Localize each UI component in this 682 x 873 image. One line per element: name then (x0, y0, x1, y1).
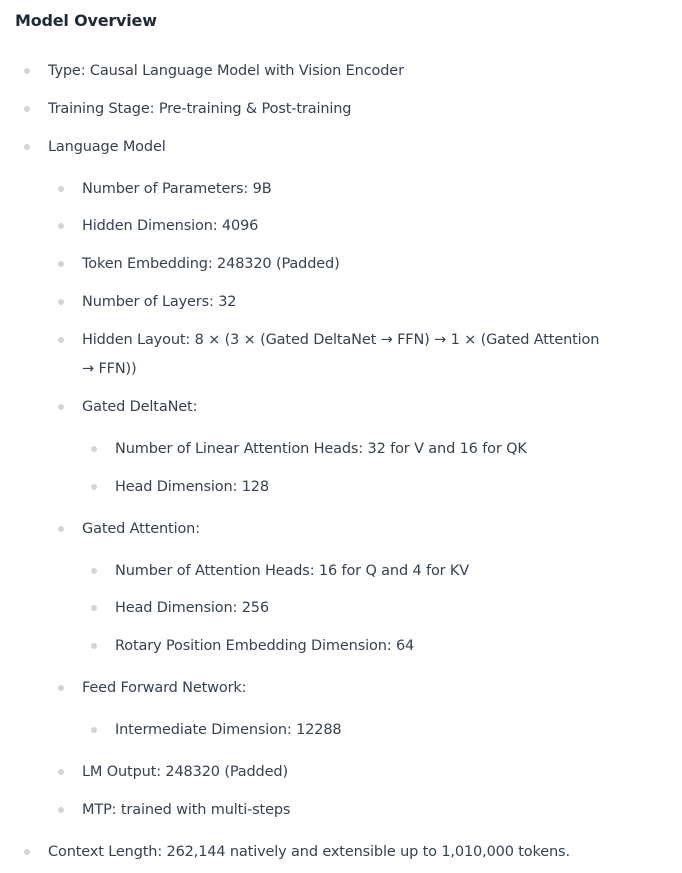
bullet-icon (58, 186, 64, 192)
list-item-deltanet-head-dim: Head Dimension: 128 (115, 479, 269, 495)
list-item-attn-head-dim: Head Dimension: 256 (115, 600, 269, 616)
list-item-training-stage: Training Stage: Pre-training & Post-training (48, 101, 352, 117)
list-item-lm-output: LM Output: 248320 (Padded) (82, 764, 288, 780)
list-item-language-model: Language Model (48, 139, 166, 155)
list-item-mtp: MTP: trained with multi-steps (82, 802, 291, 818)
bullet-icon (24, 68, 30, 74)
list-item-token-embedding: Token Embedding: 248320 (Padded) (82, 256, 340, 272)
bullet-icon (24, 106, 30, 112)
bullet-icon (91, 568, 97, 574)
bullet-icon (24, 849, 30, 855)
bullet-icon (91, 727, 97, 733)
bullet-icon (58, 685, 64, 691)
bullet-icon (91, 484, 97, 490)
bullet-icon (58, 807, 64, 813)
bullet-icon (58, 223, 64, 229)
list-item-type: Type: Causal Language Model with Vision Encoder (48, 63, 404, 79)
list-item-attn-heads: Number of Attention Heads: 16 for Q and 4 for KV (115, 563, 470, 579)
bullet-icon (91, 643, 97, 649)
bullet-icon (58, 769, 64, 775)
bullet-icon (58, 337, 64, 343)
list-item-hidden-layout: Hidden Layout: 8 × (3 × (Gated DeltaNet → FFN) → 1 × (Gated Attention → FFN)) (82, 332, 600, 377)
bullet-icon (58, 526, 64, 532)
list-item-gated-deltanet: Gated DeltaNet: (82, 399, 198, 415)
bullet-icon (91, 446, 97, 452)
list-item-num-layers: Number of Layers: 32 (82, 294, 237, 310)
bullet-icon (58, 299, 64, 305)
list-item-rope-dim: Rotary Position Embedding Dimension: 64 (115, 638, 415, 654)
bullet-icon (58, 404, 64, 410)
bullet-icon (58, 261, 64, 267)
list-item-hidden-dim: Hidden Dimension: 4096 (82, 218, 259, 234)
list-item-num-params: Number of Parameters: 9B (82, 181, 272, 197)
bullet-icon (24, 144, 30, 150)
section-heading: Model Overview (15, 11, 157, 30)
list-item-gated-attention: Gated Attention: (82, 521, 200, 537)
list-item-ffn: Feed Forward Network: (82, 680, 247, 696)
list-item-intermediate-dim: Intermediate Dimension: 12288 (115, 722, 342, 738)
bullet-icon (91, 605, 97, 611)
list-item-context-length: Context Length: 262,144 natively and extensible up to 1,010,000 tokens. (48, 844, 570, 860)
list-item-linear-attn-heads: Number of Linear Attention Heads: 32 for V and 16 for QK (115, 441, 527, 457)
